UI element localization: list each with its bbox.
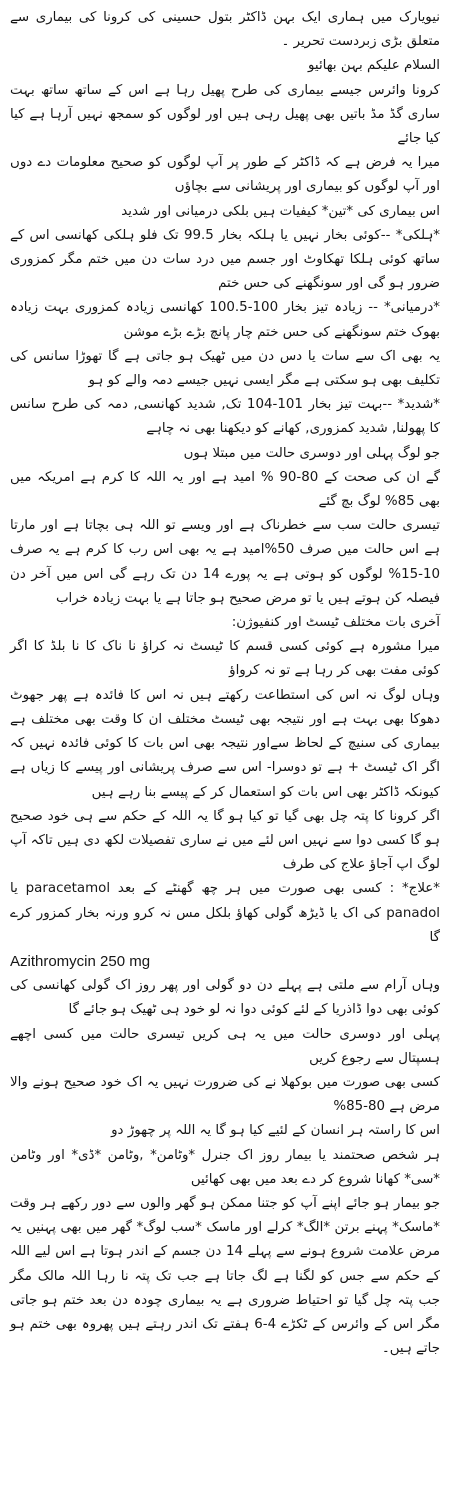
- tests-heading: آخری بات مختلف ٹیسٹ اور کنفیوژن:: [231, 615, 440, 631]
- medicine-line: Azithromycin 250 mg: [10, 952, 151, 970]
- paragraph: اگر کرونا کا پتہ چل بھی گیا تو کیا ہو گا یہ اللہ کے حکم سے ہی خود صحیح ہو گا کسی دوا سے نہیں اس لئے میں نے ساری تفصیلات لکھ دی ہیں تاکہ آپ لوگ اپ آجاؤ علاج کی طرف: [10, 808, 440, 873]
- paragraph: جو لوگ پہلی اور دوسری حالت میں مبتلا ہوں: [183, 445, 440, 461]
- paragraph: وہاں لوگ نہ اس کی استطاعت رکھتے ہیں نہ اس کا فائدہ ہے پھر جھوٹ دھوکا بھی بہت ہے اور نتیجہ بھی ٹیسٹ مختلف ان کا وقت بھی مختلف ہے بیماری کی سنیچ کے لحاظ سےاور نتیجہ بھی اس بات کا کوئی فائدہ نہیں کہ اگر اک ٹیسٹ + ہے تو دوسرا- اس سے صرف پریشانی اور پیسے کا زیاں ہے کیونکہ ڈاکٹر بھی اس بات کو استعمال کر کے پیسے بنا رہے ہیں: [10, 687, 440, 800]
- intro-heading: نیویارک میں ہماری ایک بہن ڈاکٹر بتول حسینی کی کرونا کی بیماری سے متعلق بڑی زبردست تحریر ۔: [10, 10, 440, 50]
- severe-stage-paragraph: *شدید* --بہت تیز بخار 101-104 تک, شدید کھانسی, دمہ کی طرح سانس کا پھولنا, شدید کمزوری, کھانے کو دیکھنا بھی نہ چاہے: [10, 397, 440, 437]
- paragraph: تیسری حالت سب سے خطرناک ہے اور ویسے تو اللہ ہی بچاتا ہے اور مارتا ہے اس حالت میں صرف 50%امید ہے یہ بھی اس رب کا کرم ہے یہ صرف 10-15% لوگوں کو ہوتی ہے یہ پورے 14 دن تک رہے گی اس میں آخر دن فیصلہ کن ہوتے ہیں یا تو مرض صحیح ہو جاتا ہے یا بہت زیادہ خراب: [10, 518, 440, 606]
- mild-stage-paragraph: *ہلکی* --کوئی بخار نہیں یا ہلکہ بخار 99.5 تک فلو ہلکی کھانسی اس کے ساتھ کوئی ہلکا تھکاوٹ اور جسم میں درد سات دن میں ختم مگر کمزوری ضرور ہو گی اور سونگھنے کی حس ختم: [10, 227, 440, 292]
- greeting: السلام علیکم بہن بھائیو: [308, 58, 440, 74]
- paragraph: اس بیماری کی *تین* کیفیات ہیں بلکی درمیانی اور شدید: [121, 203, 440, 219]
- paragraph: وہاں آرام سے ملتی ہے پہلے دن دو گولی اور پھر روز اک گولی کھانسی کی کوئی بھی دوا ڈاذریا کے لئے کوئی دوا نہ لو خود ہی ٹھیک ہو جائے گا: [10, 978, 440, 1018]
- paragraph: کرونا وائرس جیسے بیماری کی طرح پھیل رہا ہے اس کے ساتھ ساتھ بہت ساری گڈ مڈ باتیں بھی پھیل رہی ہیں اور لوگوں کو سمجھ نہیں آرہا ہے کیا کیا جائے: [10, 82, 440, 147]
- treatment-paragraph: *علاج* : کسی بھی صورت میں ہر چھ گھنٹے کے بعد paracetamol یا panadol کی اک یا ڈیڑھ گولی کھاؤ بلکل مس نہ کرو ورنہ بخار کمزور کرے گا: [10, 881, 440, 945]
- paragraph: پہلی اور دوسری حالت میں یہ ہی کریں تیسری حالت میں کسی اچھے ہسپتال سے رجوع کریں: [10, 1026, 440, 1066]
- paragraph: کسی بھی صورت میں بوکھلا نے کی ضرورت نہیں یہ اک خود صحیح ہونے والا مرض ہے 80-85%: [10, 1074, 440, 1115]
- paragraph: یہ بھی اک سے سات یا دس دن میں ٹھیک ہو جاتی ہے گا تھوڑا سانس کی تکلیف بھی ہو سکتی ہے مگر ایسی نہیں جیسے دمہ والے کو ہو: [10, 348, 440, 389]
- paragraph: گے ان کی صحت کے 80-90 % امید ہے اور یہ اللہ کا کرم ہے امریکہ میں بھی 85% لوگ بچ گئے: [10, 469, 440, 510]
- paragraph: میرا یہ فرض ہے کہ ڈاکٹر کے طور پر آپ لوگوں کو صحیح معلومات دے دوں اور آپ لوگوں کو بیماری اور پریشانی سے بچاؤں: [10, 155, 440, 195]
- paragraph: اس کا راستہ ہر انسان کے لئیے کیا ہو گا یہ اللہ پر چھوڑ دو: [111, 1123, 440, 1139]
- precautions-paragraph: جو بیمار ہو جائے اپنے آپ کو جتنا ممکن ہو گھر والوں سے دور رکھے ہر وقت *ماسک* پہنے برتن *الگ* کرلے اور ماسک *سب لوگ* گھر میں بھی پہنیں یہ مرض علامت شروع ہونے سے پہلے 14 دن جسم کے اندر ہوتا ہے اس لیے اللہ کے حکم سے جس کو لگنا ہے لگ جاتا ہے جب تک پتہ نا رہا اللہ مالک مگر جب پتہ چل گیا تو احتیاط ضروری ہے یہ بیماری چودہ دن بعد ختم ہو جاتی مگر اس کے وائرس کے ٹکڑے 4-6 ہفتے تک اندر رہتے ہیں پھروہ بھی ختم ہو جاتے ہیں۔: [10, 1195, 441, 1357]
- moderate-stage-paragraph: *درمیانی* -- زیادہ تیز بخار 100-100.5 کھانسی زیادہ کمزوری بہت زیادہ بھوک ختم سونگھنے کی حس ختم چار پانچ بڑے بڑے موشن: [10, 300, 440, 340]
- paragraph: میرا مشورہ ہے کوئی کسی قسم کا ٹیسٹ نہ کراؤ نا ناک کا نا بلڈ کا اگر کوئی مفت بھی کر رہا ہے تو نہ کرواؤ: [10, 639, 440, 679]
- vitamins-paragraph: ہر شخص صحتمند یا بیمار روز اک جنرل *وٹامن* ,وٹامن *ڈی* اور وٹامن *سی* کھانا شروع کر دے بعد میں بھی کھائیں: [10, 1147, 440, 1187]
